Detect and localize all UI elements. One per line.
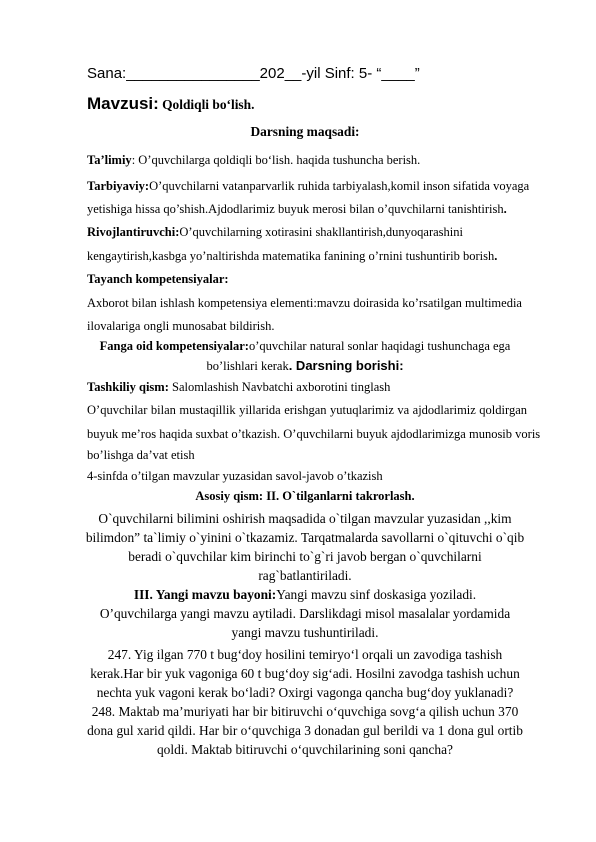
talimiy-text: : O’quvchilarga qoldiqli bo‘lish. haqida tushuncha berish. [131, 153, 421, 167]
rivojlantiruvchi-text: O’quvchilarning xotirasini shakllantirish,dunyoqarashini [179, 225, 463, 239]
tayanch-text-2: ilovalariga ongli munosabat bildirish. [87, 319, 275, 333]
conversation-text-1: O’quvchilar bilan mustaqillik yillarida erishgan yutuqlarimiz va ajdodlarimiz qoldirgan [87, 403, 527, 417]
problem-247-line-2: kerak.Har bir yuk vagoniga 60 t bug‘doy sig‘adi. Hosilni zavodga tashish uchun [90, 666, 520, 681]
review-text-3: beradi o`quvchilar kim birinchi to`g`ri javob bergan o`quvchilarni [128, 549, 482, 564]
topic-line [87, 93, 254, 115]
borishi-label: . Darsning borishi: [288, 358, 404, 373]
new-topic-line [80, 586, 530, 604]
problem-248-line-3: qoldi. Maktab bitiruvchi o‘quvchilarining soni qancha? [156, 742, 453, 757]
topic-value: Qoldiqli bo‘lish. [158, 97, 255, 112]
rivojlantiruvchi-line-2: kengaytirish,kasbga yo’naltirishda matematika fanining o’rnini tushuntirib borish. [87, 249, 498, 263]
talimiy-label: Ta’limiy [87, 153, 132, 167]
asosiy-label: Asosiy qism: [195, 489, 264, 503]
tarbiyaviy-label: Tarbiyaviy: [87, 179, 150, 193]
fanga-line [80, 338, 530, 354]
rivojlantiruvchi-line [87, 224, 463, 240]
problem-247-line-3: nechta yuk vagoni kerak bo‘ladi? Oxirgi vagonga qancha bug‘doy yuklanadi? [96, 685, 514, 700]
tashkiliy-text: Salomlashish Navbatchi axborotini tinglash [168, 380, 391, 394]
review-text-2: bilimdon” ta`limiy o`yinini o`tkazamiz. Tarqatmalarda savollarni o`qituvchi o`qib [85, 530, 525, 545]
rivojlantiruvchi-text-2: kengaytirish,kasbga yo’naltirishda matematika fanining o’rnini tushuntirib borish [87, 249, 495, 263]
tashkiliy-label: Tashkiliy qism: [87, 380, 169, 394]
tayanch-title: Tayanch kompetensiyalar: [87, 272, 229, 286]
new-topic-label: III. Yangi mavzu bayoni: [133, 587, 277, 602]
new-topic-text: Yangi mavzu sinf doskasiga yoziladi. [276, 587, 477, 602]
tashkiliy-line [87, 379, 390, 395]
goals-title: Darsning maqsadi: [250, 124, 360, 139]
fanga-line-2 [80, 358, 530, 374]
review-text-4: rag`batlantiriladi. [258, 568, 352, 583]
fanga-text-2: bo’lishlari kerak [206, 359, 289, 373]
tarbiyaviy-line-2: yetishiga hissa qo’shish.Ajdodlarimiz buyuk merosi bilan o’quvchilarni tanishtirish. [87, 202, 507, 216]
tarbiyaviy-line [87, 178, 529, 194]
new-topic-text-2: O’quvchilarga yangi mavzu aytiladi. Darslikdagi misol masalalar yordamida [99, 606, 511, 621]
problem-248-line-1: 248. Maktab ma’muriyati har bir bitiruvchi o‘quvchiga sovg‘a qilish uchun 370 [91, 704, 519, 719]
topic-label: Mavzusi: [87, 94, 159, 113]
new-topic-text-3: yangi mavzu tushuntiriladi. [231, 625, 379, 640]
problem-248-line-2: dona gul xarid qildi. Har bir o‘quvchiga 3 donadan gul berildi va 1 dona gul ortib [87, 723, 523, 738]
asosiy-text: II. O`tilganlarni takrorlash. [263, 489, 415, 503]
fanga-text: o’quvchilar natural sonlar haqidagi tushunchaga ega [248, 339, 511, 353]
talimiy-line [87, 152, 420, 168]
fanga-label: Fanga oid kompetensiyalar: [99, 339, 249, 353]
asosiy-line [80, 488, 530, 504]
tarbiyaviy-text: O’quvchilarni vatanparvarlik ruhida tarbiyalash,komil inson sifatida voyaga [149, 179, 530, 193]
conversation-text-3: bo’lishga da’vat etish [87, 448, 195, 462]
date-class-line: Sana:________________202__-yil Sinf: 5- “____” [87, 65, 420, 82]
tayanch-text-1: Axborot bilan ishlash kompetensiya elementi:mavzu doirasida ko’rsatilgan multimedia [87, 296, 522, 310]
review-intro: 4-sinfda o’tilgan mavzular yuzasidan savol-javob o’tkazish [87, 469, 383, 483]
problem-247-line-1: 247. Yig ilgan 770 t bug‘doy hosilini temiryo‘l orqali un zavodiga tashish [107, 647, 503, 662]
conversation-text-2: buyuk me’ros haqida suxbat o’tkazish. O’quvchilarni buyuk ajdodlarimizga munosib voris [87, 427, 541, 441]
review-text-1: O`quvchilarni bilimini oshirish maqsadida o`tilgan mavzular yuzasidan ,,kim [98, 511, 512, 526]
tarbiyaviy-text-2: yetishiga hissa qo’shish.Ajdodlarimiz buyuk merosi bilan o’quvchilarni tanishtirish [87, 202, 504, 216]
rivojlantiruvchi-label: Rivojlantiruvchi: [87, 225, 180, 239]
